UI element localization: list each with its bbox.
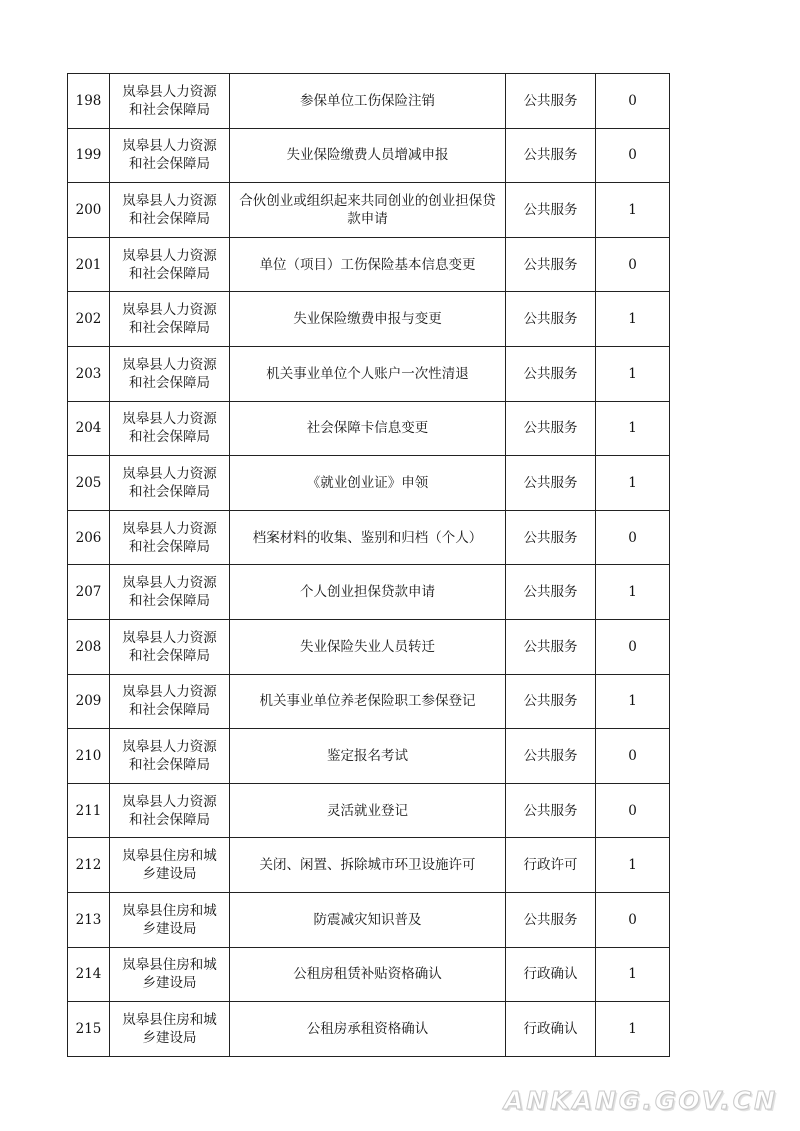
service-item-cell: 单位（项目）工伤保险基本信息变更 xyxy=(230,237,506,292)
service-type-cell: 行政确认 xyxy=(506,1002,596,1057)
count-cell: 0 xyxy=(596,729,670,784)
count-cell: 1 xyxy=(596,947,670,1002)
department-cell: 岚皋县人力资源和社会保障局 xyxy=(110,74,230,129)
table-row xyxy=(68,947,670,1002)
count-cell: 0 xyxy=(596,510,670,565)
service-item-cell: 公租房租赁补贴资格确认 xyxy=(230,947,506,1002)
row-number: 207 xyxy=(68,565,110,620)
count-cell: 0 xyxy=(596,892,670,947)
service-type-cell: 公共服务 xyxy=(506,674,596,729)
service-item-cell: 公租房承租资格确认 xyxy=(230,1002,506,1057)
service-type-cell: 公共服务 xyxy=(506,237,596,292)
department-cell: 岚皋县人力资源和社会保障局 xyxy=(110,510,230,565)
service-type-cell: 公共服务 xyxy=(506,892,596,947)
count-cell: 1 xyxy=(596,1002,670,1057)
row-number: 199 xyxy=(68,128,110,183)
row-number: 210 xyxy=(68,729,110,784)
department-cell: 岚皋县人力资源和社会保障局 xyxy=(110,456,230,511)
table-row xyxy=(68,619,670,674)
department-cell: 岚皋县住房和城乡建设局 xyxy=(110,892,230,947)
table-row xyxy=(68,401,670,456)
service-type-cell: 公共服务 xyxy=(506,619,596,674)
count-cell: 1 xyxy=(596,565,670,620)
service-item-cell: 灵活就业登记 xyxy=(230,783,506,838)
row-number: 208 xyxy=(68,619,110,674)
table-row xyxy=(68,346,670,401)
row-number: 209 xyxy=(68,674,110,729)
department-cell: 岚皋县人力资源和社会保障局 xyxy=(110,674,230,729)
service-item-cell: 机关事业单位养老保险职工参保登记 xyxy=(230,674,506,729)
service-type-cell: 公共服务 xyxy=(506,292,596,347)
row-number: 198 xyxy=(68,74,110,129)
services-table xyxy=(67,73,670,1057)
row-number: 205 xyxy=(68,456,110,511)
department-cell: 岚皋县人力资源和社会保障局 xyxy=(110,565,230,620)
count-cell: 0 xyxy=(596,128,670,183)
service-item-cell: 合伙创业或组织起来共同创业的创业担保贷款申请 xyxy=(230,183,506,238)
row-number: 206 xyxy=(68,510,110,565)
row-number: 204 xyxy=(68,401,110,456)
department-cell: 岚皋县人力资源和社会保障局 xyxy=(110,783,230,838)
department-cell: 岚皋县人力资源和社会保障局 xyxy=(110,729,230,784)
table-row xyxy=(68,292,670,347)
table-row xyxy=(68,456,670,511)
count-cell: 1 xyxy=(596,838,670,893)
service-type-cell: 行政确认 xyxy=(506,947,596,1002)
service-type-cell: 公共服务 xyxy=(506,401,596,456)
row-number: 212 xyxy=(68,838,110,893)
service-type-cell: 公共服务 xyxy=(506,565,596,620)
department-cell: 岚皋县人力资源和社会保障局 xyxy=(110,401,230,456)
count-cell: 0 xyxy=(596,619,670,674)
service-item-cell: 失业保险缴费人员增减申报 xyxy=(230,128,506,183)
table-row xyxy=(68,674,670,729)
site-watermark: ANKANG.GOV.CN xyxy=(503,1086,778,1115)
service-type-cell: 公共服务 xyxy=(506,510,596,565)
count-cell: 1 xyxy=(596,292,670,347)
department-cell: 岚皋县人力资源和社会保障局 xyxy=(110,619,230,674)
count-cell: 1 xyxy=(596,401,670,456)
table-row xyxy=(68,183,670,238)
count-cell: 0 xyxy=(596,74,670,129)
service-item-cell: 《就业创业证》申领 xyxy=(230,456,506,511)
row-number: 202 xyxy=(68,292,110,347)
department-cell: 岚皋县住房和城乡建设局 xyxy=(110,947,230,1002)
service-type-cell: 行政许可 xyxy=(506,838,596,893)
table-row xyxy=(68,510,670,565)
service-type-cell: 公共服务 xyxy=(506,783,596,838)
row-number: 203 xyxy=(68,346,110,401)
row-number: 211 xyxy=(68,783,110,838)
service-item-cell: 失业保险失业人员转迁 xyxy=(230,619,506,674)
table-row xyxy=(68,838,670,893)
table-row xyxy=(68,729,670,784)
row-number: 213 xyxy=(68,892,110,947)
count-cell: 1 xyxy=(596,346,670,401)
service-type-cell: 公共服务 xyxy=(506,729,596,784)
row-number: 214 xyxy=(68,947,110,1002)
row-number: 200 xyxy=(68,183,110,238)
table-body xyxy=(68,74,670,1057)
table-row xyxy=(68,892,670,947)
service-item-cell: 失业保险缴费申报与变更 xyxy=(230,292,506,347)
service-type-cell: 公共服务 xyxy=(506,128,596,183)
count-cell: 1 xyxy=(596,674,670,729)
row-number: 215 xyxy=(68,1002,110,1057)
count-cell: 0 xyxy=(596,237,670,292)
table-row xyxy=(68,1002,670,1057)
service-type-cell: 公共服务 xyxy=(506,456,596,511)
service-item-cell: 社会保障卡信息变更 xyxy=(230,401,506,456)
table-row xyxy=(68,237,670,292)
department-cell: 岚皋县人力资源和社会保障局 xyxy=(110,346,230,401)
service-type-cell: 公共服务 xyxy=(506,346,596,401)
count-cell: 1 xyxy=(596,183,670,238)
count-cell: 1 xyxy=(596,456,670,511)
department-cell: 岚皋县住房和城乡建设局 xyxy=(110,1002,230,1057)
service-type-cell: 公共服务 xyxy=(506,74,596,129)
table-row xyxy=(68,74,670,129)
department-cell: 岚皋县人力资源和社会保障局 xyxy=(110,183,230,238)
table-row xyxy=(68,128,670,183)
table-row xyxy=(68,783,670,838)
service-item-cell: 档案材料的收集、鉴别和归档（个人） xyxy=(230,510,506,565)
service-type-cell: 公共服务 xyxy=(506,183,596,238)
table-row xyxy=(68,565,670,620)
service-item-cell: 机关事业单位个人账户一次性清退 xyxy=(230,346,506,401)
department-cell: 岚皋县人力资源和社会保障局 xyxy=(110,128,230,183)
service-item-cell: 关闭、闲置、拆除城市环卫设施许可 xyxy=(230,838,506,893)
service-item-cell: 个人创业担保贷款申请 xyxy=(230,565,506,620)
department-cell: 岚皋县住房和城乡建设局 xyxy=(110,838,230,893)
department-cell: 岚皋县人力资源和社会保障局 xyxy=(110,292,230,347)
department-cell: 岚皋县人力资源和社会保障局 xyxy=(110,237,230,292)
service-item-cell: 参保单位工伤保险注销 xyxy=(230,74,506,129)
count-cell: 0 xyxy=(596,783,670,838)
service-item-cell: 鉴定报名考试 xyxy=(230,729,506,784)
service-item-cell: 防震减灾知识普及 xyxy=(230,892,506,947)
row-number: 201 xyxy=(68,237,110,292)
